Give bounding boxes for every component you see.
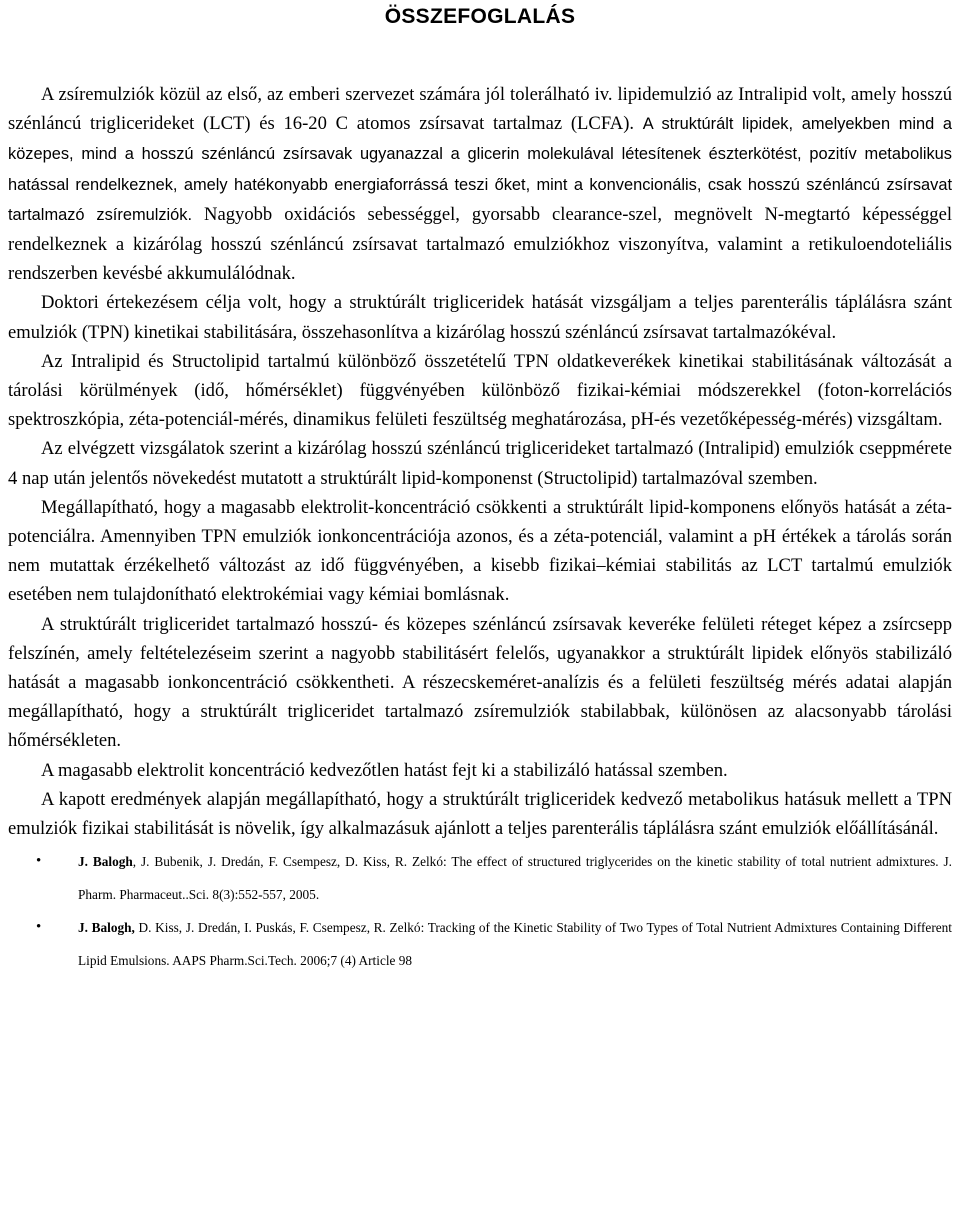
document-page xyxy=(8,0,952,977)
publication-item xyxy=(8,911,952,977)
publication-citation: , J. Bubenik, J. Dredán, F. Csempesz, D. Kiss, R. Zelkó: The effect of structured triglycerides on the kinetic stability of total nutrient admixtures. J. Pharm. Pharmaceut..Sci. 8(3):552-557, 2005. xyxy=(78,854,952,903)
paragraph-7-text: A magasabb elektrolit koncentráció kedvezőtlen hatást fejt ki a stabilizáló hatással szemben. xyxy=(41,759,728,781)
paragraph-7 xyxy=(8,756,952,785)
page-title: ÖSSZEFOGLALÁS xyxy=(384,5,576,28)
paragraph-2 xyxy=(8,288,952,346)
publication-item xyxy=(8,845,952,911)
publication-citation: D. Kiss, J. Dredán, I. Puskás, F. Csempesz, R. Zelkó: Tracking of the Kinetic Stability of Two Types of Total Nutrient Admixtures Containing Different Lipid Emulsions. AAPS Pharm.Sci.Tech. 2006;7 (4) Article 98 xyxy=(78,920,952,969)
publication-author: J. Balogh, xyxy=(78,920,135,936)
bullet-icon: • xyxy=(36,853,42,870)
paragraph-4-text: Az elvégzett vizsgálatok szerint a kizárólag hosszú szénláncú triglicerideket tartalmazó (Intralipid) emulziók cseppmérete 4 nap után jelentős növekedést mutatott a struktúrált lipid-komponenst (Structolipid) tartalmazóval szemben. xyxy=(8,438,952,489)
paragraph-1-run-3: Nagyobb oxidációs sebességgel, gyorsabb clearance-szel, megnövelt N-megtartó képességgel rendelkeznek a kizárólag hosszú szénláncú zsírsavat tartalmazó emulziókhoz viszonyítva, valamint a retikuloendoteliális rendszerben kevésbé akkumulálódnak. xyxy=(8,203,952,285)
summary-body xyxy=(8,80,952,843)
paragraph-6-text: A struktúrált trigliceridet tartalmazó hosszú- és közepes szénláncú zsírsavak keveréke felületi réteget képez a zsírcsepp felszínén, amely feltételezéseim szerint a nagyobb stabilitásért felelős, ugyanakkor a struktúrált lipidek előnyös stabilizáló hatását a magasabb ionkoncentráció csökkentheti. A részecskeméret-analízis és a felületi feszültség mérés adatai alapján megállapítható, hogy a struktúrált trigliceridet tartalmazó zsíremulziók stabilabbak, különösen az alacsonyabb tárolási hőmérsékleten. xyxy=(8,613,952,752)
paragraph-4 xyxy=(8,434,952,492)
paragraph-1-run-1: A zsíremulziók közül az első, az emberi szervezet számára jól tolerálható iv. lipidemulzió az Intralipid volt, amely hosszú szénláncú triglicerideket (LCT) és 16-20 C atomos zsírsavat tartalmaz (LCFA). xyxy=(8,84,952,135)
publication-list xyxy=(8,845,952,977)
paragraph-3 xyxy=(8,347,952,435)
publication-author: J. Balogh xyxy=(78,854,133,870)
paragraph-8-text: A kapott eredmények alapján megállapítható, hogy a struktúrált trigliceridek kedvező metabolikus hatásuk mellett a TPN emulziók fizikai stabilitását is növelik, így alkalmazásuk ajánlott a teljes parenterális táplálásra szánt emulziók előállításánál. xyxy=(8,788,952,840)
paragraph-5 xyxy=(8,493,952,610)
paragraph-1 xyxy=(8,80,952,288)
paragraph-1-run-2: A struktúrált lipidek, amelyekben mind a közepes, mind a hosszú szénláncú zsírsavak ugyanazzal a glicerin molekulával létesítenek észterkötést, pozitív metabolikus hatással rendelkeznek, amely hatékonyabb energiaforrássá teszi őket, mint a konvencionális, csak hosszú szénláncú zsírsavat tartalmazó zsíremulziók. xyxy=(8,115,952,224)
paragraph-6 xyxy=(8,610,952,756)
paragraph-5-text: Megállapítható, hogy a magasabb elektrolit-koncentráció csökkenti a struktúrált lipid-komponens előnyös hatását a zéta-potenciálra. Amennyiben TPN emulziók ionkoncentrációja azonos, és a zéta-potenciál, valamint a pH értékek a tárolás során nem mutattak érzékelhető változást az idő függvényében, a kisebb fizikai–kémiai stabilitás az LCT tartalmú emulziók esetében nem tulajdonítható elektrokémiai vagy kémiai bomlásnak. xyxy=(8,496,952,606)
bullet-icon: • xyxy=(36,919,42,936)
paragraph-8 xyxy=(8,785,952,843)
paragraph-3-text: Az Intralipid és Structolipid tartalmú különböző összetételű TPN oldatkeverékek kinetikai stabilitásának változását a tárolási körülmények (idő, hőmérséklet) függvényében különböző fizikai-kémiai módszerekkel (foton-korrelációs spektroszkópia, zéta-potenciál-mérés, dinamikus felületi feszültség meghatározása, pH-és vezetőképesség-mérés) vizsgáltam. xyxy=(8,350,952,431)
paragraph-2-text: Doktori értekezésem célja volt, hogy a struktúrált trigliceridek hatását vizsgáljam a teljes parenterális táplálásra szánt emulziók (TPN) kinetikai stabilitására, összehasonlítva a kizárólag hosszú szénláncú zsírsavat tartalmazókéval. xyxy=(8,292,952,343)
